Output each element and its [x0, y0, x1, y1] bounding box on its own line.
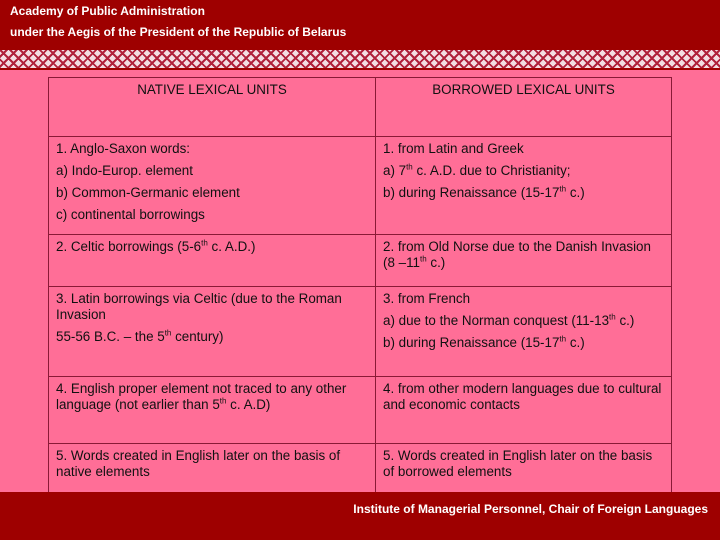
table-row	[49, 444, 672, 496]
academy-name: Academy of Public Administration	[10, 4, 205, 18]
native-cell-line: c) continental borrowings	[56, 207, 205, 222]
borrowed-cell-line: 4. from other modern languages due to cultural and economic contacts	[383, 381, 662, 412]
borrowed-cell	[376, 137, 672, 235]
borrowed-cell-line: 3. from French	[383, 291, 471, 306]
borrowed-cell-line: b) during Renaissance (15-17th c.)	[383, 334, 585, 350]
ornament-border	[0, 48, 720, 70]
academy-subtitle: under the Aegis of the President of the Republic of Belarus	[10, 25, 347, 39]
borrowed-cell-line: b) during Renaissance (15-17th c.)	[383, 184, 585, 200]
borrowed-cell-line: a) 7th c. A.D. due to Christianity;	[383, 162, 571, 178]
lexical-units-table	[48, 77, 672, 496]
table-row	[49, 235, 672, 287]
borrowed-cell-line: 5. Words created in English later on the basis of borrowed elements	[383, 448, 653, 479]
borrowed-cell	[376, 287, 672, 377]
native-cell	[49, 377, 376, 444]
borrowed-cell-line: 1. from Latin and Greek	[383, 141, 524, 156]
native-cell	[49, 287, 376, 377]
native-cell-line: 1. Anglo-Saxon words:	[56, 141, 190, 156]
native-cell-line: 5. Words created in English later on the basis of native elements	[56, 448, 341, 479]
native-cell-line: 4. English proper element not traced to any other language (not earlier than 5th c. A.D)	[56, 381, 347, 412]
native-cell-line: 2. Celtic borrowings (5-6th c. A.D.)	[56, 238, 256, 254]
native-cell-line: 3. Latin borrowings via Celtic (due to the Roman Invasion	[56, 291, 342, 322]
native-header: NATIVE LEXICAL UNITS	[49, 78, 376, 137]
table-row	[49, 287, 672, 377]
table-row	[49, 377, 672, 444]
native-cell-line: 55-56 B.C. – the 5th century)	[56, 328, 224, 344]
header-bar	[0, 0, 720, 48]
borrowed-cell-line: a) due to the Norman conquest (11-13th c.)	[383, 312, 635, 328]
native-cell	[49, 235, 376, 287]
institute-name: Institute of Managerial Personnel, Chair of Foreign Languages	[353, 502, 708, 516]
native-cell	[49, 137, 376, 235]
native-cell-line: a) Indo-Europ. element	[56, 163, 193, 178]
table-row	[49, 137, 672, 235]
native-cell	[49, 444, 376, 496]
table-header-row	[49, 78, 672, 137]
borrowed-cell	[376, 444, 672, 496]
lexical-units-table-container	[48, 77, 672, 496]
table-body	[49, 137, 672, 496]
borrowed-header: BORROWED LEXICAL UNITS	[376, 78, 672, 137]
borrowed-cell	[376, 235, 672, 287]
borrowed-cell-line: 2. from Old Norse due to the Danish Invasion (8 –11th c.)	[383, 239, 651, 270]
native-cell-line: b) Common-Germanic element	[56, 185, 240, 200]
borrowed-cell	[376, 377, 672, 444]
footer-bar	[0, 492, 720, 540]
